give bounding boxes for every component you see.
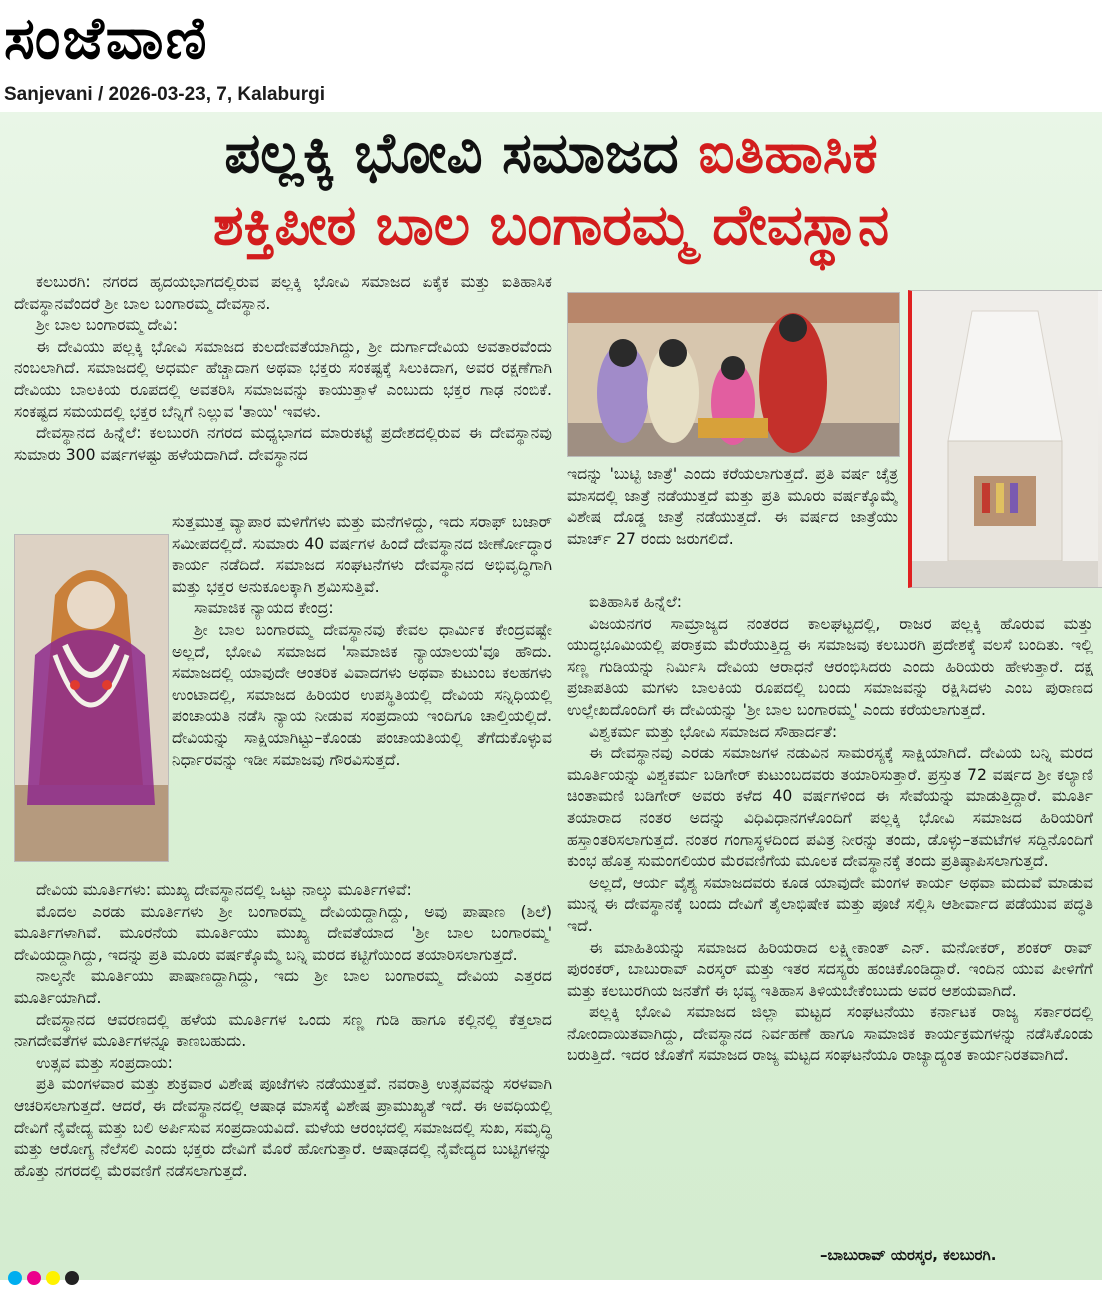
paragraph: ದೇವಸ್ಥಾನದ ಆವರಣದಲ್ಲಿ ಹಳೆಯ ಮೂರ್ತಿಗಳ ಒಂದು ಸಣ್ಣ ಗುಡಿ ಹಾಗೂ ಕಲ್ಲಿನಲ್ಲಿ ಕೆತ್ತಲಾದ ನಾಗದೇವತೆಗಳ ಮೂರ್ತಿಗಳನ್ನೂ ಕಾಣಬಹುದು. [14,1010,552,1051]
headline-black-part: ಪಲ್ಲಕ್ಕಿ ಭೋವಿ ಸಮಾಜದ [224,121,699,186]
goddess-idol-photo [14,534,169,862]
subheading: ವಿಶ್ವಕರ್ಮ ಮತ್ತು ಭೋವಿ ಸಮಾಜದ ಸೌಹಾರ್ದತೆ: [589,722,838,741]
paragraph: ಶ್ರೀ ಬಾಲ ಬಂಗಾರಮ್ಮ ದೇವಸ್ಥಾನವು ಕೇವಲ ಧಾರ್ಮಿಕ ಕೇಂದ್ರವಷ್ಟೇ ಅಲ್ಲದೆ, ಭೋವಿ ಸಮಾಜದ 'ಸಾಮಾಜಿಕ ನ್ಯಾಯಾಲಯ'ವೂ ಹೌದು. ಸಮಾಜದಲ್ಲಿ ಯಾವುದೇ ಆಂತರಿಕ ವಿವಾದಗಳು ಅಥವಾ ಕುಟುಂಬ ಕಲಹಗಳು ಉಂಟಾದಲ್ಲಿ, ಸಮಾಜದ ಹಿರಿಯರ ಉಪಸ್ಥಿತಿಯಲ್ಲಿ ದೇವಿಯ ಸನ್ನಿಧಿಯಲ್ಲಿ ಪಂಚಾಯತಿ ನಡೆಸಿ ನ್ಯಾಯ ನೀಡುವ ಸಂಪ್ರದಾಯ ಇಂದಿಗೂ ಚಾಲ್ತಿಯಲ್ಲಿದೆ. ದೇವಿಯನ್ನು ಸಾಕ್ಷಿಯಾಗಿಟ್ಟು–ಕೊಂಡು ಪಂಚಾಯತಿಯಲ್ಲಿ ತೆಗೆದುಕೊಳ್ಳುವ ನಿರ್ಧಾರವನ್ನು ಇಡೀ ಸಮಾಜವು ಗೌರವಿಸುತ್ತದೆ. [172,620,552,769]
paragraph: ನಾಲ್ಕನೇ ಮೂರ್ತಿಯು ಪಾಷಾಣದ್ದಾಗಿದ್ದು, ಇದು ಶ್ರೀ ಬಾಲ ಬಂಗಾರಮ್ಮ ದೇವಿಯ ಎತ್ತರದ ಮೂರ್ತಿಯಾಗಿದೆ. [14,967,552,1007]
paragraph: ಪಲ್ಲಕ್ಕಿ ಭೋವಿ ಸಮಾಜದ ಜಿಲ್ಲಾ ಮಟ್ಟದ ಸಂಘಟನೆಯು ಕರ್ನಾಟಕ ರಾಜ್ಯ ಸರ್ಕಾರದಲ್ಲಿ ನೋಂದಾಯಿತವಾಗಿದ್ದು, ದೇವಸ್ಥಾನದ ನಿರ್ವಹಣೆ ಹಾಗೂ ಸಾಮಾಜಿಕ ಕಾರ್ಯಕ್ರಮಗಳನ್ನು ನಡೆಸಿಕೊಂಡು ಬರುತ್ತಿದೆ. ಇದರ ಜೊತೆಗೆ ಸಮಾಜದ ರಾಜ್ಯ ಮಟ್ಟದ ಸಂಘಟನೆಯೂ ರಾಜ್ಯಾದ್ಯಂತ ಕಾರ್ಯನಿರತವಾಗಿದೆ. [567,1003,1093,1065]
dateline: Sanjevani / 2026-03-23, 7, Kalaburgi [4,84,326,105]
headline-red-part: ಐತಿಹಾಸಿಕ [698,121,878,186]
left-column-narrow [172,512,552,876]
headline-line-2: ಶಕ್ತಿಪೀಠ ಬಾಲ ಬಂಗಾರಮ್ಮ ದೇವಸ್ಥಾನ [212,193,890,258]
paragraph: ಅಲ್ಲದೆ, ಆರ್ಯ ವೈಶ್ಯ ಸಮಾಜದವರು ಕೂಡ ಯಾವುದೇ ಮಂಗಳ ಕಾರ್ಯ ಅಥವಾ ಮದುವೆ ಮಾಡುವ ಮುನ್ನ ಈ ದೇವಸ್ಥಾನಕ್ಕೆ ಬಂದು ದೇವಿಗೆ ತೈಲಾಭಿಷೇಕ ಮತ್ತು ಪೂಜೆ ಸಲ್ಲಿಸಿ ಆಶೀರ್ವಾದ ಪಡೆಯುವ ಪದ್ಧತಿ ಇದೆ. [567,873,1093,935]
subheading: ಸಾಮಾಜಿಕ ನ್ಯಾಯದ ಕೇಂದ್ರ: [194,599,334,618]
subheading: ಶ್ರೀ ಬಾಲ ಬಂಗಾರಮ್ಮ ದೇವಿ: [36,316,178,335]
temple-exterior-photo [908,290,1102,588]
paragraph: ಇದನ್ನು 'ಬುಟ್ಟಿ ಜಾತ್ರೆ' ಎಂದು ಕರೆಯಲಾಗುತ್ತದೆ. ಪ್ರತಿ ವರ್ಷ ಚೈತ್ರ ಮಾಸದಲ್ಲಿ ಜಾತ್ರೆ ನಡೆಯುತ್ತದೆ ಮತ್ತು ಪ್ರತಿ ಮೂರು ವರ್ಷಕ್ಕೊಮ್ಮೆ ವಿಶೇಷ ದೊಡ್ಡ ಜಾತ್ರೆ ನಡೆಯುತ್ತದೆ. ಈ ವರ್ಷದ ಜಾತ್ರೆಯು ಮಾರ್ಚ್ 27 ರಂದು ಜರುಗಲಿದೆ. [567,465,898,548]
subheading: ಉತ್ಸವ ಮತ್ತು ಸಂಪ್ರದಾಯ: [36,1053,173,1072]
paragraph: ಕಲಬುರಗಿ: ನಗರದ ಹೃದಯಭಾಗದಲ್ಲಿರುವ ಪಲ್ಲಕ್ಕಿ ಭೋವಿ ಸಮಾಜದ ಏಕೈಕ ಮತ್ತು ಐತಿಹಾಸಿಕ ದೇವಸ್ಥಾನವೆಂದರೆ ಶ್ರೀ ಬಾಲ ಬಂಗಾರಮ್ಮ ದೇವಸ್ಥಾನ. [14,273,552,313]
paragraph: ದೇವಸ್ಥಾನದ ಹಿನ್ನೆಲೆ: ಕಲಬುರಗಿ ನಗರದ ಮಧ್ಯಭಾಗದ ಮಾರುಕಟ್ಟೆ ಪ್ರದೇಶದಲ್ಲಿರುವ ಈ ದೇವಸ್ಥಾನವು ಸುಮಾರು 300 ವರ್ಷಗಳಷ್ಟು ಹಳೆಯದಾಗಿದೆ. ದೇವಸ್ಥಾನದ [14,424,552,464]
paragraph: ಈ ದೇವಸ್ಥಾನವು ಎರಡು ಸಮಾಜಗಳ ನಡುವಿನ ಸಾಮರಸ್ಯಕ್ಕೆ ಸಾಕ್ಷಿಯಾಗಿದೆ. ದೇವಿಯ ಬನ್ನಿ ಮರದ ಮೂರ್ತಿಯನ್ನು ವಿಶ್ವಕರ್ಮ ಬಡಿಗೇರ್ ಕುಟುಂಬದವರು ತಯಾರಿಸುತ್ತಾರೆ. ಪ್ರಸ್ತುತ 72 ವರ್ಷದ ಶ್ರೀ ಕಲ್ಯಾಣಿ ಚಿಂತಾಮಣಿ ಬಡಿಗೇರ್ ಅವರು ಕಳೆದ 40 ವರ್ಷಗಳಿಂದ ಈ ಸೇವೆಯನ್ನು ಮಾಡುತ್ತಿದ್ದಾರೆ. ಮೂರ್ತಿ ತಯಾರಾದ ನಂತರ ಅದನ್ನು ವಿಧಿವಿಧಾನಗಳೊಂದಿಗೆ ಪಲ್ಲಕ್ಕಿ ಭೋವಿ ಸಮಾಜದ ಹಿರಿಯರಿಗೆ ಹಸ್ತಾಂತರಿಸಲಾಗುತ್ತದೆ. ನಂತರ ಗಂಗಾಸ್ಥಳದಿಂದ ಪವಿತ್ರ ನೀರನ್ನು ತಂದು, ಡೊಳ್ಳು–ತಮಟೆಗಳ ಸದ್ದಿನೊಂದಿಗೆ ಕುಂಭ ಹೊತ್ತ ಸುಮಂಗಲಿಯರ ಮೆರವಣಿಗೆಯ ಮೂಲಕ ದೇವಸ್ಥಾನಕ್ಕೆ ತಂದು ಪ್ರತಿಷ್ಠಾಪಿಸಲಾಗುತ್ತದೆ. [567,744,1093,871]
masthead [0,0,1102,105]
black-dot-icon [65,1271,79,1285]
temple-exterior-image [912,291,1098,587]
paragraph: ಮೊದಲ ಎರಡು ಮೂರ್ತಿಗಳು ಶ್ರೀ ಬಂಗಾರಮ್ಮ ದೇವಿಯದ್ದಾಗಿದ್ದು, ಅವು ಪಾಷಾಣ (ಶಿಲೆ) ಮೂರ್ತಿಗಳಾಗಿವೆ. ಮೂರನೆಯ ಮೂರ್ತಿಯು ಮುಖ್ಯ ದೇವತೆಯಾದ 'ಶ್ರೀ ಬಾಲ ಬಂಗಾರಮ್ಮ' ದೇವಿಯದ್ದಾಗಿದ್ದು, ಇದನ್ನು ಪ್ರತಿ ಮೂರು ವರ್ಷಕ್ಕೊಮ್ಮೆ ಬನ್ನಿ ಮರದ ಕಟ್ಟಿಗೆಯಿಂದ ತಯಾರಿಸಲಾಗುತ್ತದೆ. [14,902,552,964]
paragraph: ಪ್ರತಿ ಮಂಗಳವಾರ ಮತ್ತು ಶುಕ್ರವಾರ ವಿಶೇಷ ಪೂಜೆಗಳು ನಡೆಯುತ್ತವೆ. ನವರಾತ್ರಿ ಉತ್ಸವವನ್ನು ಸರಳವಾಗಿ ಆಚರಿಸಲಾಗುತ್ತದೆ. ಆದರೆ, ಈ ದೇವಸ್ಥಾನದಲ್ಲಿ ಆಷಾಢ ಮಾಸಕ್ಕೆ ವಿಶೇಷ ಪ್ರಾಮುಖ್ಯತೆ ಇದೆ. ಈ ಅವಧಿಯಲ್ಲಿ ದೇವಿಗೆ ನೈವೇದ್ಯ ಮತ್ತು ಬಲಿ ಅರ್ಪಿಸುವ ಸಂಪ್ರದಾಯವಿದೆ. ಮಳೆಯ ಆರಂಭದಲ್ಲಿ ಸಮಾಜದಲ್ಲಿ ಸುಖ, ಸಮೃದ್ಧಿ ಮತ್ತು ಆರೋಗ್ಯ ನೆಲೆಸಲಿ ಎಂದು ಭಕ್ತರು ದೇವಿಗೆ ಮೊರೆ ಹೋಗುತ್ತಾರೆ. ಆಷಾಢದಲ್ಲಿ ನೈವೇದ್ಯದ ಬುಟ್ಟಿಗಳನ್ನು ಹೊತ್ತು ನಗರದಲ್ಲಿ ಮೆರವಣಿಗೆ ನಡೆಸಲಾಗುತ್ತದೆ. [14,1075,552,1180]
right-column-wide [567,592,1093,1242]
temple-idols-photo [567,292,900,457]
newspaper-logo: ಸಂಜೆವಾಣಿ [4,4,209,72]
subheading: ಐತಿಹಾಸಿಕ ಹಿನ್ನೆಲೆ: [589,593,683,611]
yellow-dot-icon [46,1271,60,1285]
right-column-narrow [567,464,898,588]
magenta-dot-icon [27,1271,41,1285]
cyan-dot-icon [8,1271,22,1285]
left-column-top [14,272,552,530]
paragraph: ಈ ದೇವಿಯು ಪಲ್ಲಕ್ಕಿ ಭೋವಿ ಸಮಾಜದ ಕುಲದೇವತೆಯಾಗಿದ್ದು, ಶ್ರೀ ದುರ್ಗಾದೇವಿಯ ಅವತಾರವೆಂದು ನಂಬಲಾಗಿದೆ. ಸಮಾಜದಲ್ಲಿ ಅಧರ್ಮ ಹೆಚ್ಚಾದಾಗ ಅಥವಾ ಭಕ್ತರು ಸಂಕಷ್ಟಕ್ಕೆ ಸಿಲುಕಿದಾಗ, ಅವರ ರಕ್ಷಣೆಗಾಗಿ ದೇವಿಯು ಬಾಲಕಿಯ ರೂಪದಲ್ಲಿ ಅವತರಿಸಿ ಸಮಾಜವನ್ನು ಕಾಯುತ್ತಾಳೆ ಎಂಬುದು ಭಕ್ತರ ಗಾಢ ನಂಬಿಕೆ. ಸಂಕಷ್ಟದ ಸಮಯದಲ್ಲಿ ಭಕ್ತರ ಬೆನ್ನಿಗೆ ನಿಲ್ಲುವ 'ತಾಯಿ' ಇವಳು. [14,337,552,421]
goddess-idol-image [15,535,168,861]
paragraph: ಸುತ್ತಮುತ್ತ ವ್ಯಾಪಾರ ಮಳಿಗೆಗಳು ಮತ್ತು ಮನೆಗಳಿದ್ದು, ಇದು ಸರಾಫ್ ಬಜಾರ್ ಸಮೀಪದಲ್ಲಿದೆ. ಸುಮಾರು 40 ವರ್ಷಗಳ ಹಿಂದೆ ದೇವಸ್ಥಾನದ ಜೀರ್ಣೋದ್ಧಾರ ಕಾರ್ಯ ನಡೆದಿದೆ. ಸಮಾಜದ ಸಂಘಟನೆಗಳು ದೇವಸ್ಥಾನದ ಅಭಿವೃದ್ಧಿಗಾಗಿ ಮತ್ತು ಭಕ್ತರ ಅನುಕೂಲಕ್ಕಾಗಿ ಶ್ರಮಿಸುತ್ತಿವೆ. [172,513,552,596]
paragraph: ದೇವಿಯ ಮೂರ್ತಿಗಳು: ಮುಖ್ಯ ದೇವಸ್ಥಾನದಲ್ಲಿ ಒಟ್ಟು ನಾಲ್ಕು ಮೂರ್ತಿಗಳಿವೆ: [36,881,412,899]
author-credit: –ಬಾಬುರಾವ್ ಯರಸ್ಕರ, ಕಲಬುರಗಿ. [820,1246,997,1264]
paragraph: ವಿಜಯನಗರ ಸಾಮ್ರಾಜ್ಯದ ನಂತರದ ಕಾಲಘಟ್ಟದಲ್ಲಿ, ರಾಜರ ಪಲ್ಲಕ್ಕಿ ಹೊರುವ ಮತ್ತು ಯುದ್ಧಭೂಮಿಯಲ್ಲಿ ಪರಾಕ್ರಮ ಮೆರೆಯುತ್ತಿದ್ದ ಈ ಸಮಾಜವು ಕಲಬುರಗಿ ಪ್ರದೇಶಕ್ಕೆ ವಲಸೆ ಬಂದಿತು. ಇಲ್ಲಿ ಸಣ್ಣ ಗುಡಿಯನ್ನು ನಿರ್ಮಿಸಿ ದೇವಿಯ ಆರಾಧನೆ ಆರಂಭಿಸಿದರು ಎಂದು ಹಿರಿಯರು ಹೇಳುತ್ತಾರೆ. ದಕ್ಷ ಪ್ರಜಾಪತಿಯ ಮಗಳು ಬಾಲಕಿಯ ರೂಪದಲ್ಲಿ ಬಂದು ಸಮಾಜವನ್ನು ರಕ್ಷಿಸಿದಳು ಎಂಬ ಪುರಾಣದ ಉಲ್ಲೇಖದೊಂದಿಗೆ ಈ ದೇವಿಯನ್ನು 'ಶ್ರೀ ಬಾಲ ಬಂಗಾರಮ್ಮ' ಎಂದು ಕರೆಯಲಾಗುತ್ತದೆ. [567,614,1093,719]
temple-idols-image [568,293,899,456]
headline-line-1 [0,120,1102,188]
paragraph: ಈ ಮಾಹಿತಿಯನ್ನು ಸಮಾಜದ ಹಿರಿಯರಾದ ಲಕ್ಷ್ಮೀಕಾಂತ್ ಎನ್. ಮನೋಕರ್, ಶಂಕರ್ ರಾವ್ ಪುರಂಕರ್, ಬಾಬುರಾವ್ ಎರಸ್ಕರ್ ಮತ್ತು ಇತರ ಸದಸ್ಯರು ಹಂಚಿಕೊಂಡಿದ್ದಾರೆ. ಇಂದಿನ ಯುವ ಪೀಳಿಗೆಗೆ ಮತ್ತು ಕಲಬುರಗಿಯ ಜನತೆಗೆ ಈ ಭವ್ಯ ಇತಿಹಾಸ ತಿಳಿಯಬೇಕೆಂಬುದು ಅವರ ಆಶಯವಾಗಿದೆ. [567,938,1093,1000]
left-column-bottom [14,880,552,1266]
